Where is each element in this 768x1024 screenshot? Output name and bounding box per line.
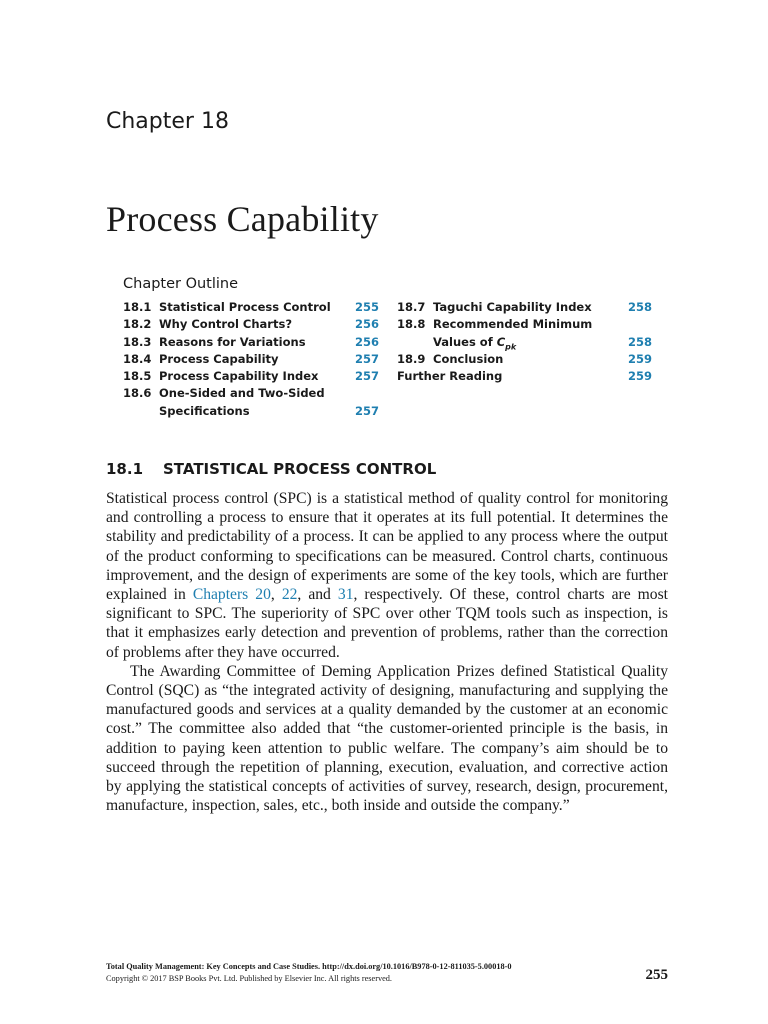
outline-item-page[interactable]: 257 [354,351,379,366]
outline-item-number: 18.6 [123,386,152,401]
outline-item[interactable] [123,385,379,402]
link-chapter-31[interactable]: 31 [337,586,354,604]
paragraph-1-text: Statistical process control (SPC) is a statistical method of quality control for monitoring and controlling a process to ensure that it operates at its full potential. It determines the stability and predictability of a process. It can be applied to any process where the output of the product conforming to specifications can be measured. Control charts, continuous improvement, and the design of experiments are some of the key tools, which are further explained in [106,490,668,604]
outline-item-number: 18.4 [123,351,152,366]
outline-item-number: 18.5 [123,369,152,384]
outline-item[interactable] [123,368,379,385]
outline-item-title [397,368,502,385]
outline-item-title [159,368,318,385]
outline-item-title-text: Statistical Process Control [159,300,331,314]
outline-item-number: 18.1 [123,300,152,314]
outline-item-page[interactable]: 256 [354,334,379,349]
outline-item-page[interactable]: 259 [627,369,652,384]
footer-copyright: Copyright © 2017 BSP Books Pvt. Ltd. Published by Elsevier Inc. All rights reserved. [106,974,393,983]
separator: , and [297,586,338,604]
link-chapter-20[interactable]: Chapters 20 [192,586,271,604]
outline-item-title-text: Recommended Minimum [433,317,593,332]
section-title: STATISTICAL PROCESS CONTROL [163,460,437,478]
outline-item-number: 18.9 [397,351,426,366]
outline-item-title-text: Process Capability Index [159,369,319,384]
outline-item-title [159,385,325,402]
outline-item-page[interactable]: 256 [354,317,379,332]
paragraph-1 [106,489,668,662]
outline-item[interactable] [397,299,652,316]
page-number: 255 [645,967,668,983]
outline-item-title-text: Values of C [433,334,506,349]
chapter-title: Process Capability [106,199,379,239]
outline-item-title-text: Reasons for Variations [159,334,306,349]
outline-item-title [433,316,592,333]
outline-item-subscript: pk [505,341,517,351]
outline-item-title [159,299,331,316]
outline-item[interactable] [397,368,652,385]
outline-item-title [159,334,306,351]
outline-item-title [159,351,279,368]
outline-item-title-text: Why Control Charts? [159,317,292,332]
outline-item-title-text: Process Capability [159,351,279,366]
outline-item-title-text: Specifications [159,403,250,418]
chapter-label: Chapter 18 [106,109,229,134]
outline-item-page[interactable]: 257 [354,369,379,384]
outline-right-column [397,299,652,385]
outline-item[interactable] [123,299,379,316]
section-number: 18.1 [106,460,144,478]
link-chapter-22[interactable]: 22 [281,586,298,604]
paragraph-1-text-end: , respectively. Of these, control charts are most significant to SPC. The superiority of SPC over other TQM tools such as inspection, is that it emphasizes early detection and prevention of problems, rather than the correction of problems after they have occurred. [106,586,668,661]
section-heading [106,460,436,478]
outline-heading: Chapter Outline [123,276,239,292]
outline-item-number: 18.3 [123,334,152,349]
outline-item-page[interactable]: 255 [354,300,379,314]
outline-item-number: 18.8 [397,317,426,332]
outline-item[interactable] [123,316,379,333]
outline-item-title [433,299,592,316]
outline-item[interactable] [123,403,379,420]
body-text [106,489,668,815]
outline-item-number: 18.2 [123,317,152,332]
outline-item-page[interactable]: 258 [627,300,652,314]
footer-citation: Total Quality Management: Key Concepts and Case Studies. http://dx.doi.org/10.1016/B978-0-12-811035-5.00018-0 [106,962,512,971]
outline-left-column [123,299,379,420]
outline-item-page[interactable]: 257 [354,403,379,418]
italic-c: C [496,334,506,349]
separator: , [270,586,282,604]
outline-item[interactable] [397,334,652,351]
outline-item[interactable] [397,316,652,333]
outline-item-title [433,351,503,368]
outline-item-title [159,316,292,333]
outline-item-title-text: Taguchi Capability Index [433,300,592,314]
outline-item[interactable] [123,351,379,368]
outline-item[interactable] [123,334,379,351]
outline-item-title-text: One-Sided and Two-Sided [159,386,325,401]
outline-item-title [159,403,250,420]
outline-item-page[interactable]: 258 [627,334,652,349]
outline-item-title-text: Conclusion [433,351,504,366]
outline-item[interactable] [397,351,652,368]
outline-item-title-text: Further Reading [397,369,503,384]
outline-item-number: 18.7 [397,300,426,314]
paragraph-2: The Awarding Committee of Deming Application Prizes defined Statistical Quality Control (SQC) as “the integrated activity of designing, manufacturing and supplying the manufactured goods and services at a quality demanded by the customer at an economic cost.” The committee also added that “the customer-oriented principle is the basis, in addition to paying keen attention to public welfare. The company’s aim should be to succeed through the repetition of planning, execution, evaluation, and corrective action by applying the statistical concepts of activities of survey, research, design, procurement, manufacture, inspection, sales, etc., both inside and outside the company.” [106,662,668,815]
outline-item-page[interactable]: 259 [627,351,652,366]
